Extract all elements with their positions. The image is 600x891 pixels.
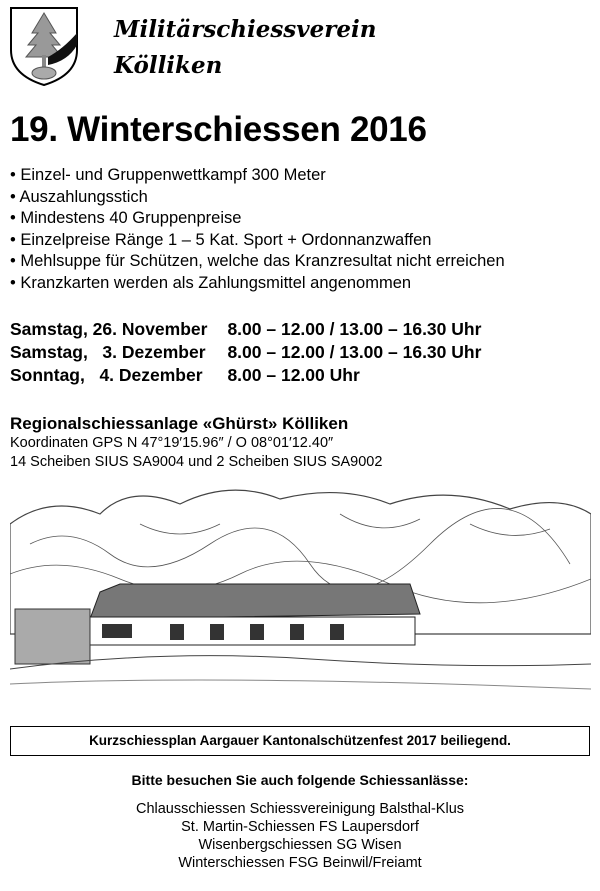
list-item: • Kranzkarten werden als Zahlungsmittel angenommen: [10, 273, 412, 292]
event-item: Wisenbergschiessen SG Wisen: [198, 837, 402, 853]
schedule-row: [10, 364, 481, 387]
schedule: [10, 318, 481, 387]
schedule-time: 8.00 – 12.00 / 13.00 – 16.30 Uhr: [227, 342, 482, 362]
club-name-line1: Militärschiessverein: [114, 16, 377, 43]
schedule-day: Samstag, 3. Dezember: [10, 342, 206, 362]
venue-targets: 14 Scheiben SIUS SA9004 und 2 Scheiben SIUS SA9002: [10, 454, 383, 470]
other-events: [0, 772, 600, 872]
venue-info: [10, 414, 382, 472]
list-item: • Mindestens 40 Gruppenpreise: [10, 209, 242, 227]
schedule-day: Samstag, 26. November: [10, 319, 208, 339]
list-item: • Auszahlungsstich: [10, 187, 148, 206]
coat-of-arms-logo: [8, 5, 80, 87]
club-name: [114, 12, 376, 84]
venue-coordinates: Koordinaten GPS N 47°19′15.96″ / O 08°01′12.40″: [10, 435, 334, 451]
other-events-heading: Bitte besuchen Sie auch folgende Schiessanlässe:: [131, 772, 469, 788]
list-item: • Mehlsuppe für Schützen, welche das Kranzresultat nicht erreichen: [10, 252, 505, 270]
schedule-row: [10, 318, 481, 341]
list-item: • Einzelpreise Ränge 1 – 5 Kat. Sport + Ordonnanzwaffen: [10, 230, 432, 249]
list-item: • Einzel- und Gruppenwettkampf 300 Meter: [10, 166, 326, 184]
club-name-line2: Kölliken: [114, 52, 223, 79]
schedule-time: 8.00 – 12.00 / 13.00 – 16.30 Uhr: [227, 319, 482, 339]
feature-list: [10, 165, 505, 294]
page-title: 19. Winterschiessen 2016: [10, 110, 427, 149]
schedule-row: [10, 341, 481, 364]
enclosed-notice: Kurzschiessplan Aargauer Kantonalschützenfest 2017 beiliegend.: [10, 726, 590, 756]
venue-name: Regionalschiessanlage «Ghürst» Kölliken: [10, 414, 349, 433]
schedule-day: Sonntag, 4. Dezember: [10, 365, 203, 385]
event-item: Winterschiessen FSG Beinwil/Freiamt: [178, 855, 422, 871]
shooting-range-photo: [10, 484, 591, 710]
event-item: St. Martin-Schiessen FS Laupersdorf: [181, 819, 419, 835]
event-item: Chlausschiessen Schiessvereinigung Balsthal-Klus: [135, 801, 465, 817]
schedule-time: 8.00 – 12.00 Uhr: [227, 365, 360, 385]
